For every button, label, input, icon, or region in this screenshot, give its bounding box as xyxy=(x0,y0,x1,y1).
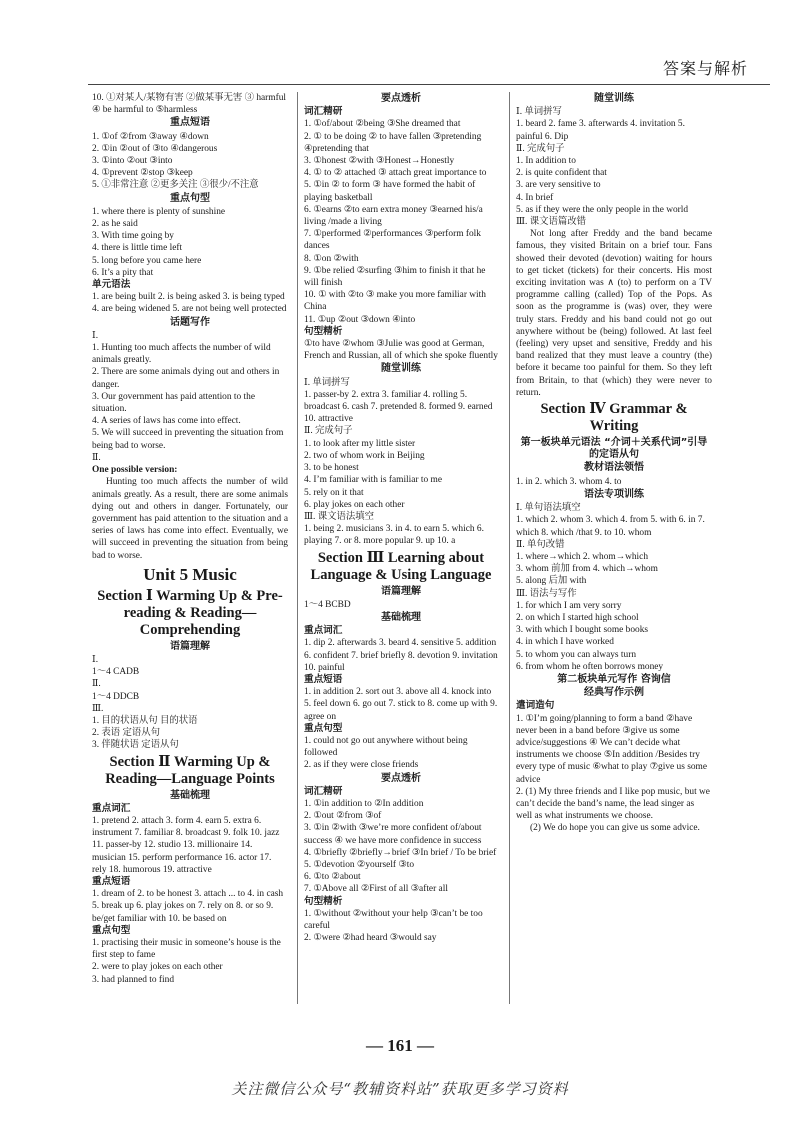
section-heading: 语法专项训练 xyxy=(584,488,644,500)
section-heading: 教材语法领悟 xyxy=(584,462,644,474)
answer-line: 2. were to play jokes on each other xyxy=(92,962,223,973)
answer-line: 3. 伴随状语 定语从句 xyxy=(92,740,179,751)
answer-line: Ⅱ. xyxy=(92,679,101,690)
answer-line: Ⅰ. 单词拼写 xyxy=(304,377,350,388)
answer-line: 6. ①earns ②to earn extra money ③earned his/a living /made a living xyxy=(304,204,483,228)
answer-line: 1. are being built 2. is being asked 3. is being typed 4. are being widened 5. are not being well protected xyxy=(92,292,287,315)
answer-line: 3. ①into ②out ③into xyxy=(92,156,173,167)
bold-label: One possible version: xyxy=(92,465,178,476)
answer-line: 1. ①of/about ②being ③She dreamed that xyxy=(304,119,461,130)
section-heading: 随堂训练 xyxy=(594,93,634,104)
answer-line: 5. ①in ② to form ③ have formed the habit of playing basketball xyxy=(304,180,476,203)
section-title: Section Ⅲ Learning about Language & Using Language xyxy=(310,549,492,583)
sub-heading: 词汇精研 xyxy=(304,106,343,118)
sub-heading: 重点词汇 xyxy=(304,625,343,637)
sub-heading: 单元语法 xyxy=(92,279,131,291)
answer-line: 5. along 后加 with xyxy=(516,576,587,587)
answer-line: 5. as if they were the only people in the world xyxy=(516,204,689,215)
answer-line: 1～4 CADB xyxy=(92,667,140,678)
unit-title: Unit 5 Music xyxy=(143,564,237,584)
section-heading: 要点透析 xyxy=(381,93,421,104)
answer-line: 4. there is little time left xyxy=(92,243,183,254)
answer-line: 3. whom 前加 from 4. which→whom xyxy=(516,564,658,575)
answer-line: 2. on which I started high school xyxy=(516,612,639,623)
answer-line: Ⅰ. 单句语法填空 xyxy=(516,503,581,514)
section-heading: 第二板块单元写作 咨询信 xyxy=(557,673,671,685)
sub-heading: 遣词造句 xyxy=(516,700,555,712)
answer-line: 2. ① to be doing ② to have fallen ③pretending ④pretending that xyxy=(304,131,482,154)
answer-line: Ⅰ. 单词拼写 xyxy=(516,107,562,118)
answer-line: 9. ①be relied ②surfing ③him to finish it that he will finish xyxy=(304,265,486,289)
answer-line: 5. We will succeed in preventing the situation from being bad to worse. xyxy=(92,428,284,451)
answer-line: 2. ①out ②from ③of xyxy=(304,811,382,822)
answer-line: 1. dream of 2. to be honest 3. attach ... to 4. in cash 5. break up 6. play jokes on 7. rely on 8. or so 9. be/get familiar with 10. be based on xyxy=(92,889,284,924)
passage-paragraph: (2) We do hope you can give us some advice. xyxy=(530,823,700,834)
section-heading: 语篇理解 xyxy=(170,640,210,652)
answer-column-2 xyxy=(304,92,498,1012)
section-heading: 随堂训练 xyxy=(381,363,421,375)
answer-line: 1. where there is plenty of sunshine xyxy=(92,206,226,217)
answer-column-1 xyxy=(92,92,288,1012)
answer-line: 1. In addition to xyxy=(516,156,576,167)
answer-line: 4. A series of laws has come into effect. xyxy=(92,416,241,427)
section-heading: 要点透析 xyxy=(381,772,421,784)
answer-line: 1. practising their music in someone’s house is the first step to fame xyxy=(92,937,281,961)
answer-line: 1. to look after my little sister xyxy=(304,438,416,449)
answer-line: 1. ①in addition to ②In addition xyxy=(304,798,424,809)
answer-line: 1. ①of ②from ③away ④down xyxy=(92,131,209,142)
answer-line: 6. It’s a pity that xyxy=(92,267,154,278)
section-heading: 基础梳理 xyxy=(381,611,421,623)
answer-line: 3. ①honest ②with ③Honest→Honestly xyxy=(304,156,455,167)
section-heading: 基础梳理 xyxy=(170,789,210,801)
answer-line: 2. There are some animals dying out and others in danger. xyxy=(92,367,280,390)
sub-heading: 句型精析 xyxy=(304,325,343,337)
sub-heading: 句型精析 xyxy=(304,895,343,907)
passage-paragraph: Hunting too much affects the number of wild animals greatly. As a result, there are some animals dying out and others in danger. Fortunately, our government has paid attention to the situation and a series of laws has come into effect. Eventually, we will succeed in preventing the situation from being bad to worse. xyxy=(92,477,288,561)
section-heading: 第一板块单元语法 “介词＋关系代词”引导的定语从句 xyxy=(520,437,708,461)
answer-line: 10. ① with ②to ③ make you more familiar with China xyxy=(304,290,486,313)
answer-line: 1. where→which 2. whom→which xyxy=(516,551,649,562)
answer-column-3 xyxy=(516,92,712,1012)
answer-line: 1～4 BCBD xyxy=(304,599,351,610)
answer-line: 3. are very sensitive to xyxy=(516,180,601,191)
sub-heading: 重点句型 xyxy=(92,924,131,936)
answer-line: 5. ①devotion ②yourself ③to xyxy=(304,859,415,870)
answer-line: 1. Hunting too much affects the number of wild animals greatly. xyxy=(92,343,271,366)
answer-line: 10. ①对某人/某物有害 ②做某事无害 ③ harmful ④ be harmful to ⑤harmless xyxy=(92,93,287,116)
answer-line: 2. as if they were close friends xyxy=(304,760,419,771)
sub-heading: 词汇精研 xyxy=(304,785,343,797)
answer-line: 6. from whom he often borrows money xyxy=(516,661,664,672)
header-title: 答案与解析 xyxy=(662,59,748,78)
answer-line: 5. to whom you can always turn xyxy=(516,649,637,660)
answer-line: Ⅲ. 课文语篇改错 xyxy=(516,217,586,228)
footer-note: 关注微信公众号“教辅资料站”获取更多学习资料 xyxy=(231,1080,569,1098)
answer-line: 1. beard 2. fame 3. afterwards 4. invitation 5. painful 6. Dip xyxy=(516,119,685,142)
section-heading: 经典写作示例 xyxy=(584,687,644,699)
answer-line: 3. to be honest xyxy=(304,463,359,474)
answer-line: 3. Our government has paid attention to the situation. xyxy=(92,391,255,415)
answer-line: 1. could not go out anywhere without being followed xyxy=(304,735,468,759)
answer-line: 4. in which I have worked xyxy=(516,637,614,648)
answer-line: 7. ①Above all ②First of all ③after all xyxy=(304,884,448,895)
section-heading: 语篇理解 xyxy=(381,585,421,597)
section-title: Section Ⅱ Warming Up & Reading—Language Points xyxy=(105,753,275,787)
answer-line: 1. ①I’m going/planning to form a band ②have never been in a band before ③give us some advice/suggestions ④ We can’t decide what instruments we choose ⑤In addition /Besides try every type of music ⑥what to play ⑦give us some advice xyxy=(516,713,707,785)
answer-line: 11. ①up ②out ③down ④into xyxy=(304,314,416,325)
answer-line: 4. ①briefly ②briefly→brief ③In brief / To be brief xyxy=(304,847,497,858)
header-rule xyxy=(88,84,770,85)
answer-line: 1. dip 2. afterwards 3. beard 4. sensitive 5. addition 6. confident 7. brief briefly 8. devotion 9. invitation 10. painful xyxy=(304,638,498,673)
answer-line: Ⅱ. 完成句子 xyxy=(304,426,353,437)
answer-line: 2. two of whom work in Beijing xyxy=(304,450,425,461)
answer-line: Ⅲ. 课文语法填空 xyxy=(304,511,374,522)
answer-line: 4. I’m familiar with is familiar to me xyxy=(304,475,442,486)
sub-heading: 重点短语 xyxy=(304,673,343,685)
answer-line: 4. ① to ② attached ③ attach great importance to xyxy=(304,168,487,179)
answer-line: 7. ①performed ②performances ③perform folk dances xyxy=(304,229,481,252)
column-divider-right xyxy=(509,92,510,1004)
answer-line: 2. 表语 定语从句 xyxy=(92,728,160,739)
section-heading: 重点短语 xyxy=(170,117,210,129)
column-divider-left xyxy=(297,92,298,1004)
answer-line: 1. in addition 2. sort out 3. above all 4. knock into 5. feel down 6. go out 7. stick to 8. come up with 9. agree on xyxy=(304,687,498,722)
answer-line: 6. ①to ②about xyxy=(304,872,361,883)
answer-line: 6. play jokes on each other xyxy=(304,499,405,510)
answer-line: 5. long before you came here xyxy=(92,255,202,266)
answer-line: 8. ①on ②with xyxy=(304,253,359,264)
passage-paragraph: Not long after Freddy and the band became famous, they visited Britain on a brief tour. Fans showed their devoted (devotion) waiting for hours to get ticket (tickets) for their concerts. His most exciting invitation was ∧ (to) to perform on a TV programme calling (called) Top of the Pops. As soon as the programme is (was) over, they were truly stars. Freddy and his band could not go out anywhere without be (being) followed. At last feel (feeling) very upset and sensitive, Freddy and his band realized that they must leave a country (the) before it became too painful for them. So they left from Britain, to that (which) they were never to return. xyxy=(516,229,712,398)
answer-line: 2. ①in ②out of ③to ④dangerous xyxy=(92,143,218,154)
answer-line: 2. is quite confident that xyxy=(516,168,607,179)
answer-line: 1. for which I am very sorry xyxy=(516,600,622,611)
answer-line: 4. In brief xyxy=(516,192,554,203)
answer-line: Ⅱ. 完成句子 xyxy=(516,143,565,154)
answer-line: Ⅰ. xyxy=(92,654,99,665)
answer-line: 1. pretend 2. attach 3. form 4. earn 5. extra 6. instrument 7. familiar 8. broadcast 9. folk 10. jazz 11. passer-by 12. studio 13. millionaire 14. musician 15. perform performance 16. actor 17. rely 18. humorous 19. attractive xyxy=(92,815,280,875)
answer-line: Ⅱ. 单句改错 xyxy=(516,539,565,550)
answer-line: 3. had planned to find xyxy=(92,974,175,985)
answer-line: 5. ①非常注意 ②更多关注 ③很少/不注意 xyxy=(92,180,259,191)
answer-line: 1. being 2. musicians 3. in 4. to earn 5. which 6. playing 7. or 8. more popular 9. up 10. a xyxy=(304,524,484,547)
answer-line: 3. ①in ②with ③we’re more confident of/about success ④ we have more confidence in success xyxy=(304,823,482,846)
answer-line: 2. as he said xyxy=(92,219,138,230)
answer-line: 2. (1) My three friends and I like pop music, but we can’t decide the band’s name, the lead singer as well as what instruments we choose. xyxy=(516,786,710,822)
section-title: Section Ⅳ Grammar & Writing xyxy=(540,401,688,435)
answer-line: 5. rely on it that xyxy=(304,487,364,498)
answer-line: 1. 目的状语从句 目的状语 xyxy=(92,715,198,726)
answer-line: Ⅲ. 语法与写作 xyxy=(516,588,577,599)
answer-line: 1. which 2. whom 3. which 4. from 5. with 6. in 7. which 8. which /that 9. to 10. whom xyxy=(516,515,705,538)
answer-line: 1. ①without ②without your help ③can’t be too careful xyxy=(304,908,483,931)
answer-line: 1. in 2. which 3. whom 4. to xyxy=(516,476,622,487)
answer-line: 4. ①prevent ②stop ③keep xyxy=(92,168,193,179)
answer-line: 1. passer-by 2. extra 3. familiar 4. rolling 5. broadcast 6. cash 7. pretended 8. formed 9. earned 10. attractive xyxy=(304,389,493,425)
sub-heading: 重点词汇 xyxy=(92,802,131,814)
sub-heading: 重点句型 xyxy=(304,722,343,734)
answer-line: 3. with which I bought some books xyxy=(516,625,649,636)
answer-line: 2. ①were ②had heard ③would say xyxy=(304,933,437,944)
answer-line: 1～4 DDCB xyxy=(92,691,140,702)
section-heading: 重点句型 xyxy=(170,192,210,204)
answer-line: 3. With time going by xyxy=(92,231,174,242)
page-number: — 161 — xyxy=(366,1036,434,1055)
answer-line: Ⅰ. xyxy=(92,330,99,341)
answer-line: Ⅲ. xyxy=(92,703,104,714)
answer-line: Ⅱ. xyxy=(92,452,101,463)
answer-line: ①to have ②whom ③Julie was good at German, French and Russian, all of which she spoke fluently xyxy=(304,339,498,362)
section-title: Section Ⅰ Warming Up & Pre-reading & Reading—Comprehending xyxy=(97,587,283,638)
sub-heading: 重点短语 xyxy=(92,875,131,887)
section-heading: 话题写作 xyxy=(170,316,210,328)
